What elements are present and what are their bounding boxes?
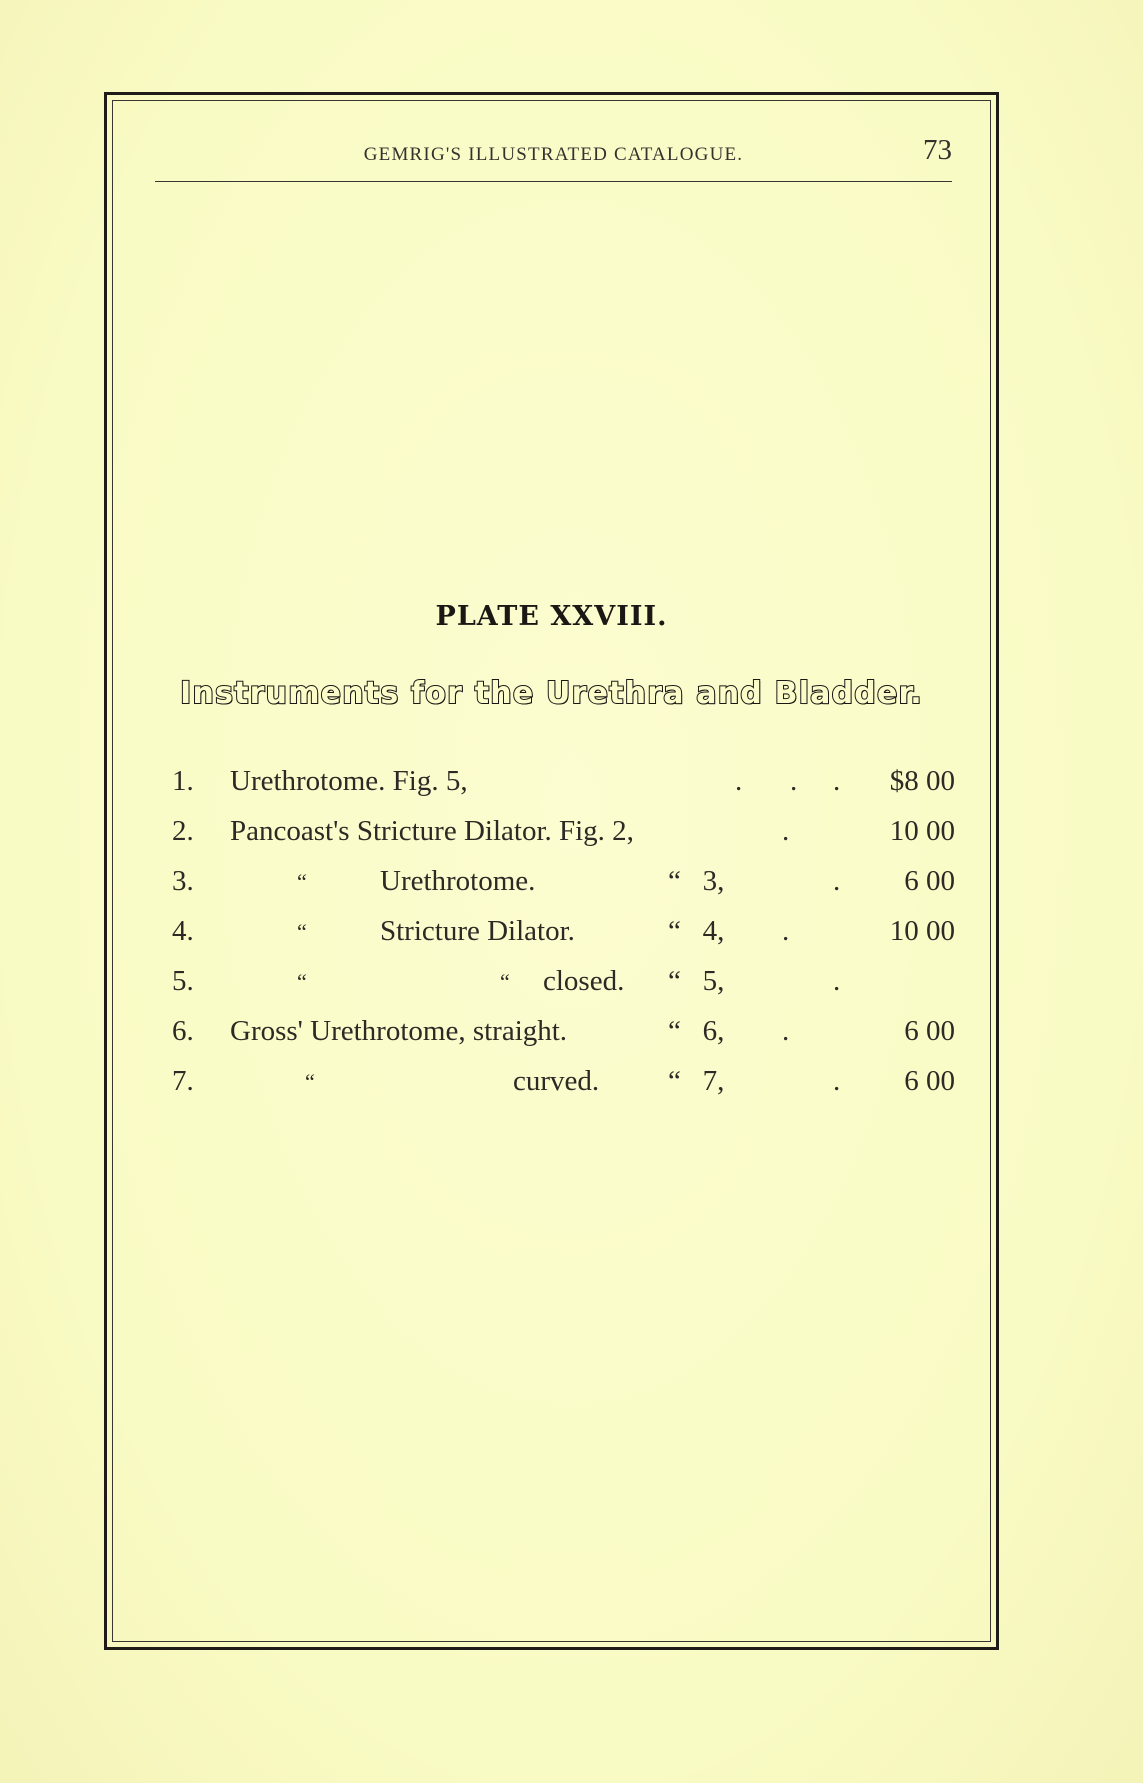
item-price: 6 00 xyxy=(904,865,955,897)
item-figure: “ 5, xyxy=(668,965,725,997)
item-figure: “ 3, xyxy=(668,865,725,897)
item-figure: “ 6, xyxy=(668,1015,725,1047)
leader-dot: . xyxy=(833,965,841,997)
item-description: closed. xyxy=(543,965,625,997)
item-number: 6. xyxy=(172,1015,194,1047)
item-description: Urethrotome. Fig. 5, xyxy=(230,765,468,797)
plate-title: PLATE XXVIII. xyxy=(435,601,668,632)
item-price: 10 00 xyxy=(889,815,955,847)
ditto-mark: “ xyxy=(297,919,307,944)
item-number: 5. xyxy=(172,965,194,997)
running-head xyxy=(155,134,952,174)
ditto-mark: “ xyxy=(297,969,307,994)
leader-dot: . xyxy=(782,815,790,847)
item-description: Gross' Urethrotome, straight. xyxy=(230,1015,568,1047)
plate-subtitle: Instruments for the Urethra and Bladder. xyxy=(180,676,923,711)
item-price: 6 00 xyxy=(904,1015,955,1047)
item-description: Pancoast's Stricture Dilator. Fig. 2, xyxy=(230,815,634,847)
item-price: 10 00 xyxy=(889,915,955,947)
ditto-mark: “ xyxy=(500,969,510,994)
item-description: Stricture Dilator. xyxy=(380,915,575,947)
list-item xyxy=(150,965,970,1015)
item-price: 6 00 xyxy=(904,1065,955,1097)
leader-dot: . xyxy=(790,765,798,797)
item-price: $8 00 xyxy=(889,765,955,797)
list-item xyxy=(150,865,970,915)
leader-dot: . xyxy=(782,915,790,947)
list-item xyxy=(150,915,970,965)
item-description: curved. xyxy=(513,1065,600,1097)
list-item xyxy=(150,765,970,815)
leader-dot: . xyxy=(735,765,743,797)
item-number: 4. xyxy=(172,915,194,947)
leader-dot: . xyxy=(833,865,841,897)
list-item xyxy=(150,1015,970,1065)
list-item xyxy=(150,815,970,865)
item-figure: “ 4, xyxy=(668,915,725,947)
list-item xyxy=(150,1065,970,1115)
item-figure: “ 7, xyxy=(668,1065,725,1097)
running-title: GEMRIG'S ILLUSTRATED CATALOGUE. xyxy=(363,144,744,165)
price-list xyxy=(150,765,970,1115)
header-rule xyxy=(155,181,952,182)
leader-dot: . xyxy=(782,1015,790,1047)
item-number: 3. xyxy=(172,865,194,897)
leader-dot: . xyxy=(833,765,841,797)
ditto-mark: “ xyxy=(305,1069,315,1094)
ditto-mark: “ xyxy=(297,869,307,894)
item-number: 2. xyxy=(172,815,194,847)
leader-dot: . xyxy=(833,1065,841,1097)
page-number: 73 xyxy=(923,134,952,166)
item-number: 7. xyxy=(172,1065,194,1097)
item-number: 1. xyxy=(172,765,194,797)
item-description: Urethrotome. xyxy=(380,865,536,897)
